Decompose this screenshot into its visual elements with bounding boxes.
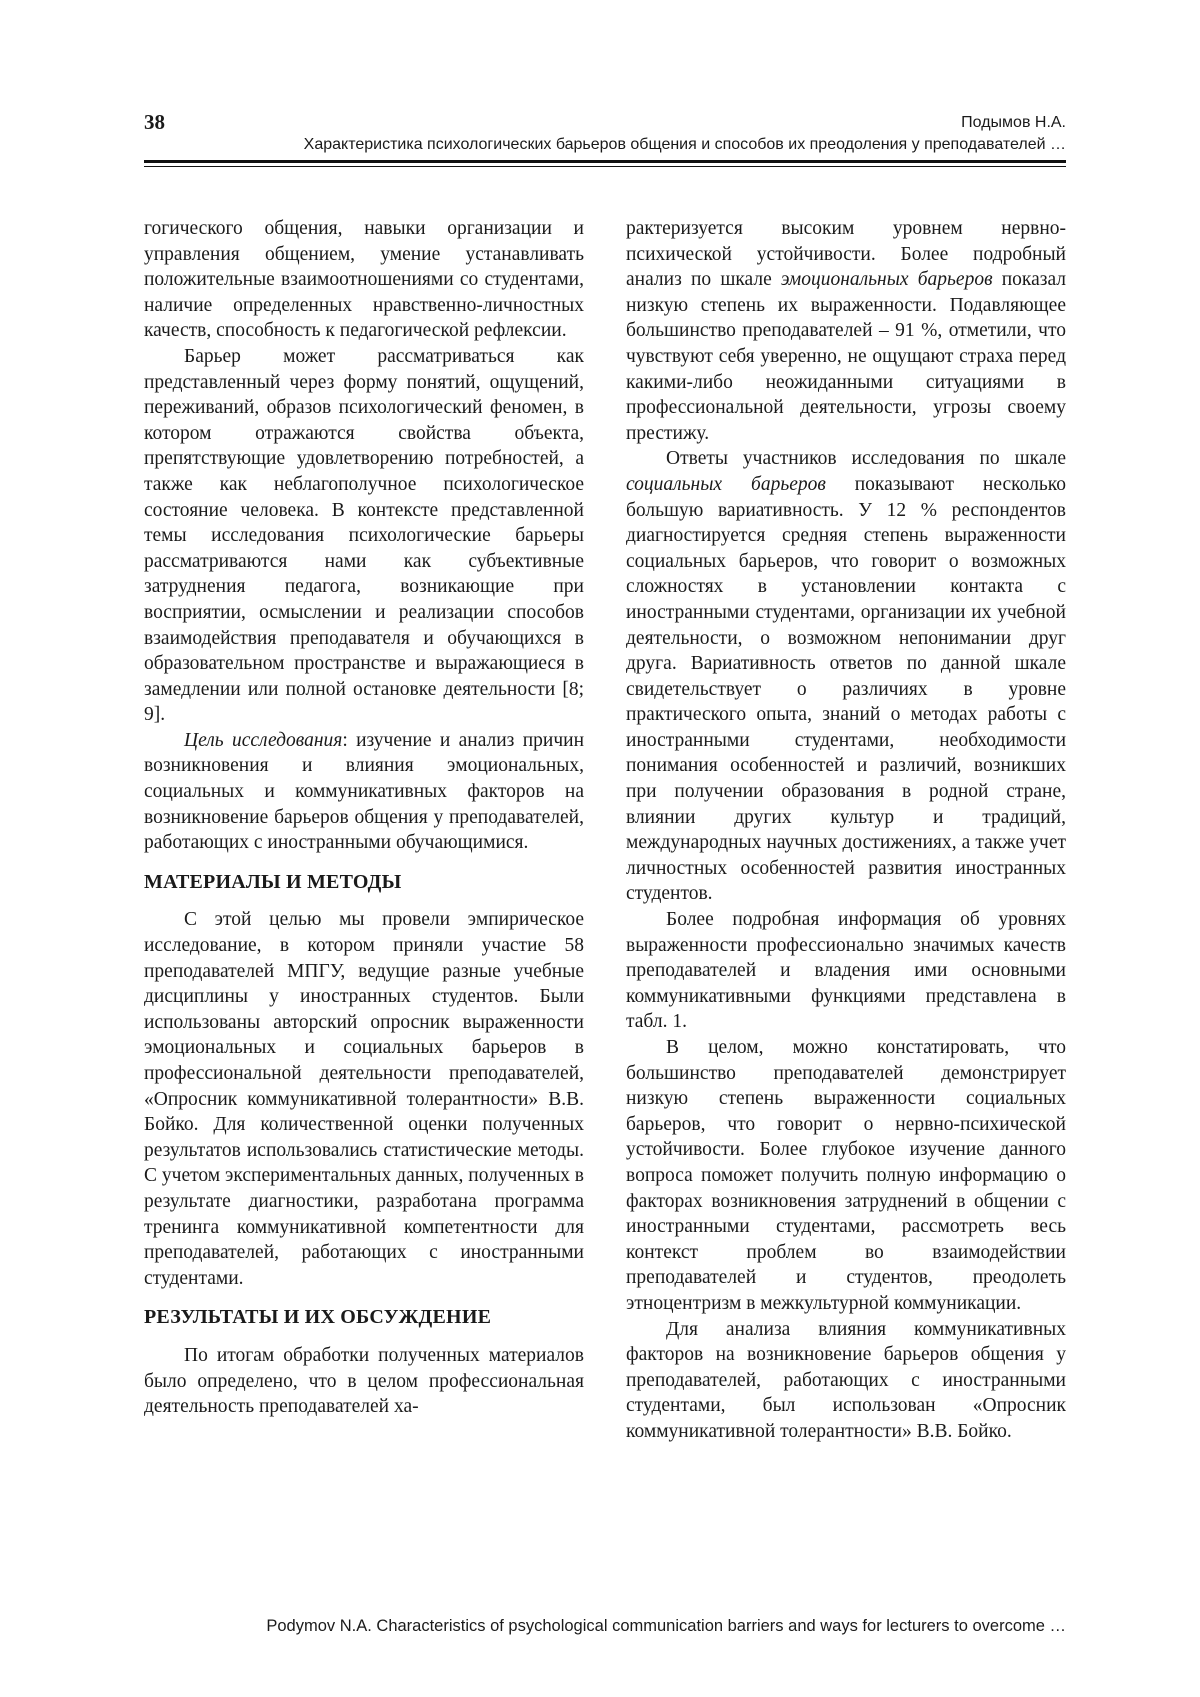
right-p1-text-a: рактеризуется высоким уровнем нервно-психической устойчивости. Более подробный анализ по шкале xyxy=(626,218,1066,291)
right-p2-text-a: Ответы участников исследования по шкале xyxy=(666,448,1066,470)
left-paragraph-2: Барьер может рассматриваться как представленный через форму понятий, ощущений, переживаний, образов психологический феномен, в котором отражаются свойства объекта, препятствующие удовлетворению потребностей, а также как неблагополучное психологическое состояние человека. В контексте представленной темы исследования психологические барьеры рассматриваются нами как субъективные затруднения педагога, возникающие при восприятии, осмыслении и реализации способов взаимодействия преподавателя и обучающихся в образовательном пространстве и выражающиеся в замедлении или полной остановке деятельности [8; 9]. xyxy=(144,345,584,726)
right-p2-italic: социальных барьеров xyxy=(626,473,826,495)
left-paragraph-3 xyxy=(144,728,584,856)
right-paragraph-2 xyxy=(626,446,1066,907)
header-rule-thick xyxy=(144,160,1066,163)
right-paragraph-5: Для анализа влияния коммуникативных факторов на возникновение барьеров общения у преподавателей, работающих с иностранными студентами, был использован «Опросник коммуникативной толерантности» В.В. Бойко. xyxy=(626,1318,1066,1442)
aim-text: : изучение и анализ причин возникновения и влияния эмоциональных, социальных и коммуникативных факторов на возникновение барьеров общения у преподавателей, работающих с иностранными обучающимися. xyxy=(144,729,584,854)
right-p1-italic: эмоциональных барьеров xyxy=(780,269,993,291)
right-column xyxy=(626,216,1066,1445)
running-author: Подымов Н.А. xyxy=(961,114,1066,131)
left-paragraph-5: По итогам обработки полученных материалов было определено, что в целом профессиональная деятельность преподавателей ха- xyxy=(144,1344,584,1418)
section-heading-results: РЕЗУЛЬТАТЫ И ИХ ОБСУЖДЕНИЕ xyxy=(144,1306,492,1329)
right-paragraph-3: Более подробная информация об уровнях выраженности профессионально значимых качеств преподавателей и владения ими основными коммуникативными функциями представлена в табл. 1. xyxy=(626,909,1066,1033)
left-paragraph-4: С этой целью мы провели эмпирическое исследование, в котором приняли участие 58 преподавателей МПГУ, ведущие разные учебные дисциплины у иностранных студентов. Были использованы авторский опросник выраженности эмоциональных и социальных барьеров в профессиональной деятельности преподавателей, «Опросник коммуникативной толерантности» В.В. Бойко. Для количественной оценки полученных результатов использовались статистические методы. С учетом экспериментальных данных, полученных в результате диагностики, разработана программа тренинга коммуникативной компетентности для преподавателей, работающих с иностранными студентами. xyxy=(144,909,584,1289)
right-paragraph-1 xyxy=(626,216,1066,446)
right-paragraph-4: В целом, можно констатировать, что большинство преподавателей демонстрирует низкую степень выраженности социальных барьеров, что говорит о нервно-психической устойчивости. Более глубокое изучение данного вопроса поможет получить полную информацию о факторах возникновения затруднений в общении с иностранными студентами, рассмотреть весь контекст проблем во взаимодействии преподавателей и студентов, преодолеть этноцентризм в межкультурной коммуникации. xyxy=(626,1037,1066,1314)
right-p2-text-b: показывают несколько большую вариативность. У 12 % респондентов диагностируется средняя степень выраженности социальных барьеров, что говорит о возможных сложностях в установлении контакта с иностранными студентами, организации их учебной деятельности, о возможном непонимании друг друга. Вариативность ответов по данной шкале свидетельствует о различиях в уровне практического опыта, знаний о методах работы с иностранными студентами, необходимости понимания особенностей и различий, возникших при получении образования в родной стране, влиянии других культур и традиций, международных научных достижениях, а также учет личностных особенностей развития иностранных студентов. xyxy=(626,473,1066,905)
page-number: 38 xyxy=(144,110,165,134)
page-footer: Podymov N.A. Characteristics of psychological communication barriers and ways for lecturers to overcome … xyxy=(266,1617,1066,1635)
running-title: Характеристика психологических барьеров общения и способов их преодоления у преподавателей … xyxy=(303,136,1066,153)
aim-label: Цель исследования xyxy=(184,729,343,751)
right-p1-text-b: показал низкую степень их выраженности. Подавляющее большинство преподавателей – 91 %, отметили, что чувствуют себя уверенно, не ощущают страха перед какими-либо неожиданными ситуациями в профессиональной деятельности, угрозы своему престижу. xyxy=(626,269,1067,444)
left-paragraph-1: гогического общения, навыки организации и управления общением, умение устанавливать положительные взаимоотношениями со студентами, наличие определенных нравственно-личностных качеств, способность к педагогической рефлексии. xyxy=(144,218,584,342)
left-column xyxy=(144,216,584,1420)
header-rule-thin xyxy=(144,166,1066,167)
section-heading-methods: МАТЕРИАЛЫ И МЕТОДЫ xyxy=(144,870,402,893)
